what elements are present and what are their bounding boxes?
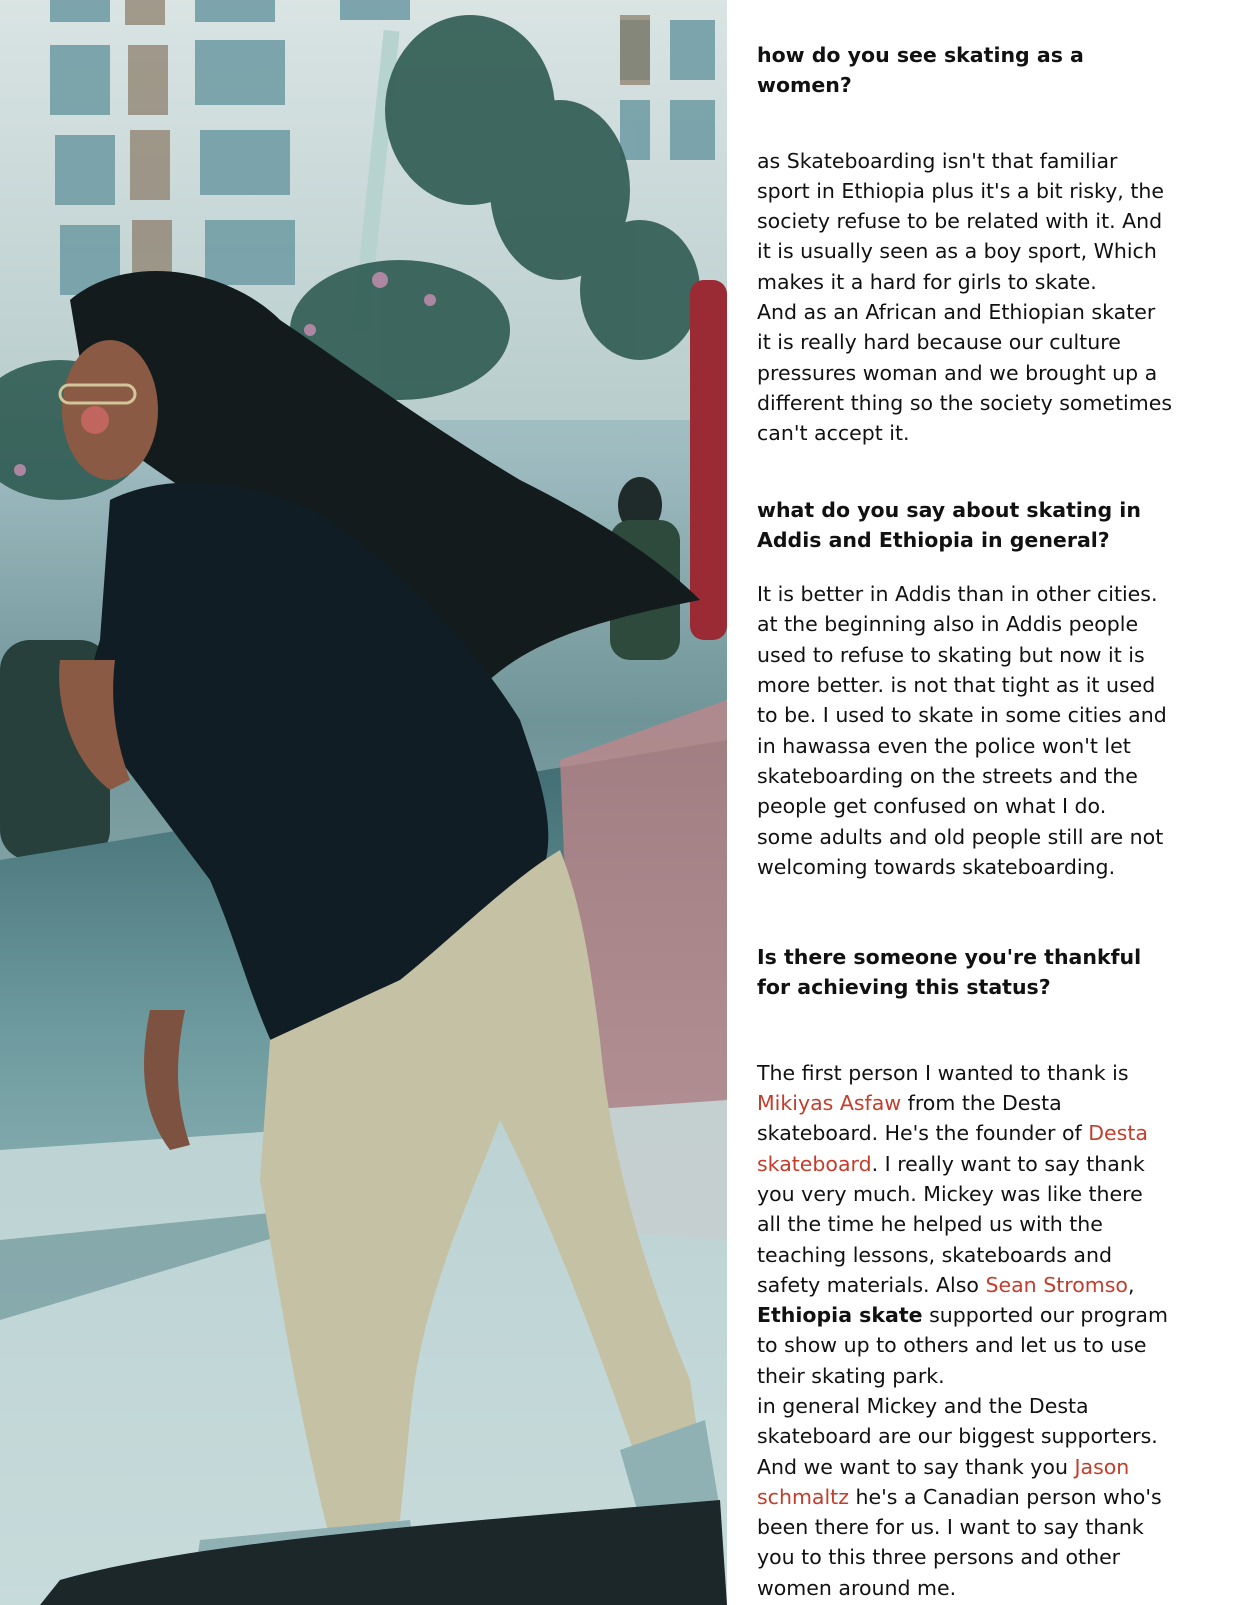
answer-3-text-1: The first person I wanted to thank is [757,1060,1129,1085]
question-2: what do you say about skating in Addis and Ethiopia in general? [757,497,1141,552]
link-desta-skateboard[interactable]: Desta skateboard [757,1121,1148,1176]
answer-3-text-6: And we want to say thank you [757,1454,1075,1479]
answer-3-text-5: supported our program to show up to others and let us to use their skating park. [757,1303,1168,1388]
link-mikiyas-asfaw[interactable]: Mikiyas Asfaw [757,1091,902,1116]
answer-2-paragraph-2: some adults and old people still are not welcoming towards skateboarding. [757,824,1164,879]
answer-1-paragraph-2: And as an African and Ethiopian skater it is really hard because our culture pressures woman and we brought up a different thing so the society sometimes can't accept it. [757,300,1173,446]
answer-3-text-2: from the Desta skateboard. He's the founder of [757,1091,1089,1146]
answer-3-text-3: . I really want to say thank you very much. Mickey was like there all the time he helped us with the teaching lessons, skateboards and safety materials. Also [757,1151,1145,1297]
interview-column [757,40,1172,1603]
answer-2-paragraph-1: It is better in Addis than in other cities. at the beginning also in Addis people used to refuse to skating but now it is more better. is not that tight as it used to be. I used to skate in some cities and in hawassa even the police won't let skateboarding on the streets and the people get confused on what I do. [757,582,1167,819]
ethiopia-skate-bold: Ethiopia skate [757,1303,923,1328]
answer-3-text-7: he's a Canadian person who's been there for us. I want to say thank you to this three persons and other women around me. [757,1484,1162,1600]
question-3: Is there someone you're thankful for achieving this status? [757,945,1142,1000]
answer-3-text-4: , [1127,1272,1135,1297]
link-sean-stromso[interactable]: Sean Stromso [985,1272,1128,1297]
answer-3-paragraph-1 [757,1058,1172,1391]
answer-1-paragraph-1: as Skateboarding isn't that familiar sport in Ethiopia plus it's a bit risky, the society refuse to be related with it. And it is usually seen as a boy sport, Which makes it a hard for girls to skate. [757,148,1164,294]
link-jason-schmaltz[interactable]: Jason schmaltz [757,1454,1130,1509]
answer-3-paragraph-3 [757,1452,1172,1603]
answer-3-paragraph-2: in general Mickey and the Desta skateboard are our biggest supporters. [757,1393,1158,1449]
question-1: how do you see skating as a women? [757,43,1084,98]
